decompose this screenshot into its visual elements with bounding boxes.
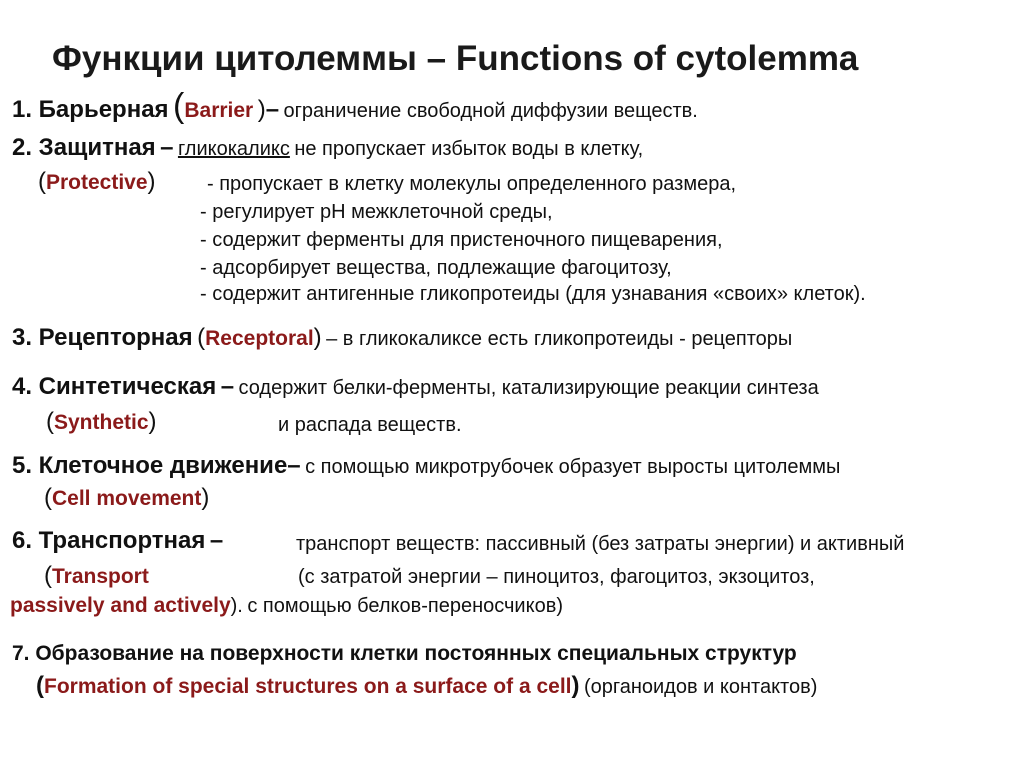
paren-close: ) [313,324,322,351]
paren-open: ( [38,168,46,195]
item-formation-english-row [36,674,817,698]
item-synthetic-heading: 4. Синтетическая [12,373,217,400]
item-protective-heading: 2. Защитная [12,134,156,161]
paren-open: ( [173,87,185,125]
item-protective-english: Protective [46,171,148,194]
item-synthetic-english-row [46,410,157,434]
paren-close: ). [230,595,243,617]
item-transport-line-1: транспорт веществ: пассивный (без затраты энергии) и активный [296,533,905,555]
item-protective-line-1: не пропускает избыток воды в клетку, [294,138,644,160]
item-transport-english-2: passively and actively [10,594,231,617]
glycocalyx-term: гликокаликс [177,138,290,160]
item-synthetic [12,375,819,399]
paren-close: ) [201,484,210,511]
paren-open: ( [44,562,52,589]
paren-open: ( [46,408,54,435]
item-transport-line-2: (с затратой энергии – пиноцитоз, фагоцитоз, экзоцитоз, [298,566,815,588]
item-synthetic-line-1: содержит белки-ферменты, катализирующие реакции синтеза [238,377,819,399]
item-movement-english: Cell movement [52,487,202,510]
item-receptoral [12,326,792,350]
paren-close: ) [257,96,266,123]
item-transport [12,529,223,553]
dash: – [287,452,301,479]
item-protective-line-6: - содержит антигенные гликопротеиды (для узнавания «своих» клеток). [200,283,866,305]
paren-open: ( [44,484,52,511]
item-barrier-english: Barrier [184,99,254,122]
page-title: Функции цитолеммы – Functions of cytolemma [52,39,859,78]
item-receptoral-english: Receptoral [205,327,314,350]
item-protective-english-row [38,170,156,194]
dash: – [209,527,224,554]
item-receptoral-description: – в гликокаликсе есть гликопротеиды - рецепторы [326,328,793,350]
item-synthetic-line-2: и распада веществ. [278,414,462,436]
item-receptoral-heading: 3. Рецепторная [12,324,193,351]
paren-close: ) [147,168,156,195]
item-formation-description: (органоидов и контактов) [583,676,818,698]
item-movement-english-row [44,486,209,510]
paren-open: ( [197,324,206,351]
item-transport-line-3 [10,595,563,616]
item-formation-english: Formation of special structures on a surface of a cell [44,675,572,698]
item-movement-heading: 5. Клеточное движение [12,452,288,479]
dash: – [220,373,235,400]
item-barrier-heading: 1. Барьерная [12,96,169,123]
item-transport-heading: 6. Транспортная [12,527,206,554]
paren-close: ) [571,672,580,699]
dash: – [265,96,280,123]
item-transport-english: Transport [52,565,149,588]
item-protective-line-4: - содержит ферменты для пристеночного пищеварения, [200,229,723,251]
item-barrier [12,89,698,123]
item-protective-line-2: - пропускает в клетку молекулы определенного размера, [207,173,737,195]
item-protective [12,136,643,160]
item-movement-description: с помощью микротрубочек образует выросты цитолеммы [305,456,841,478]
item-protective-line-3: - регулирует pH межклеточной среды, [200,201,553,223]
item-movement [12,454,840,478]
item-formation-heading: 7. Образование на поверхности клетки постоянных специальных структур [12,642,797,665]
item-barrier-description: ограничение свободной диффузии веществ. [283,100,698,122]
item-protective-line-5: - адсорбирует вещества, подлежащие фагоцитозу, [200,257,672,279]
paren-close: ) [148,408,157,435]
item-transport-english-row [44,564,149,588]
paren-open: ( [36,672,44,699]
dash: – [160,134,174,161]
item-transport-description-3: с помощью белков-переносчиков) [247,595,563,617]
item-synthetic-english: Synthetic [54,411,149,434]
